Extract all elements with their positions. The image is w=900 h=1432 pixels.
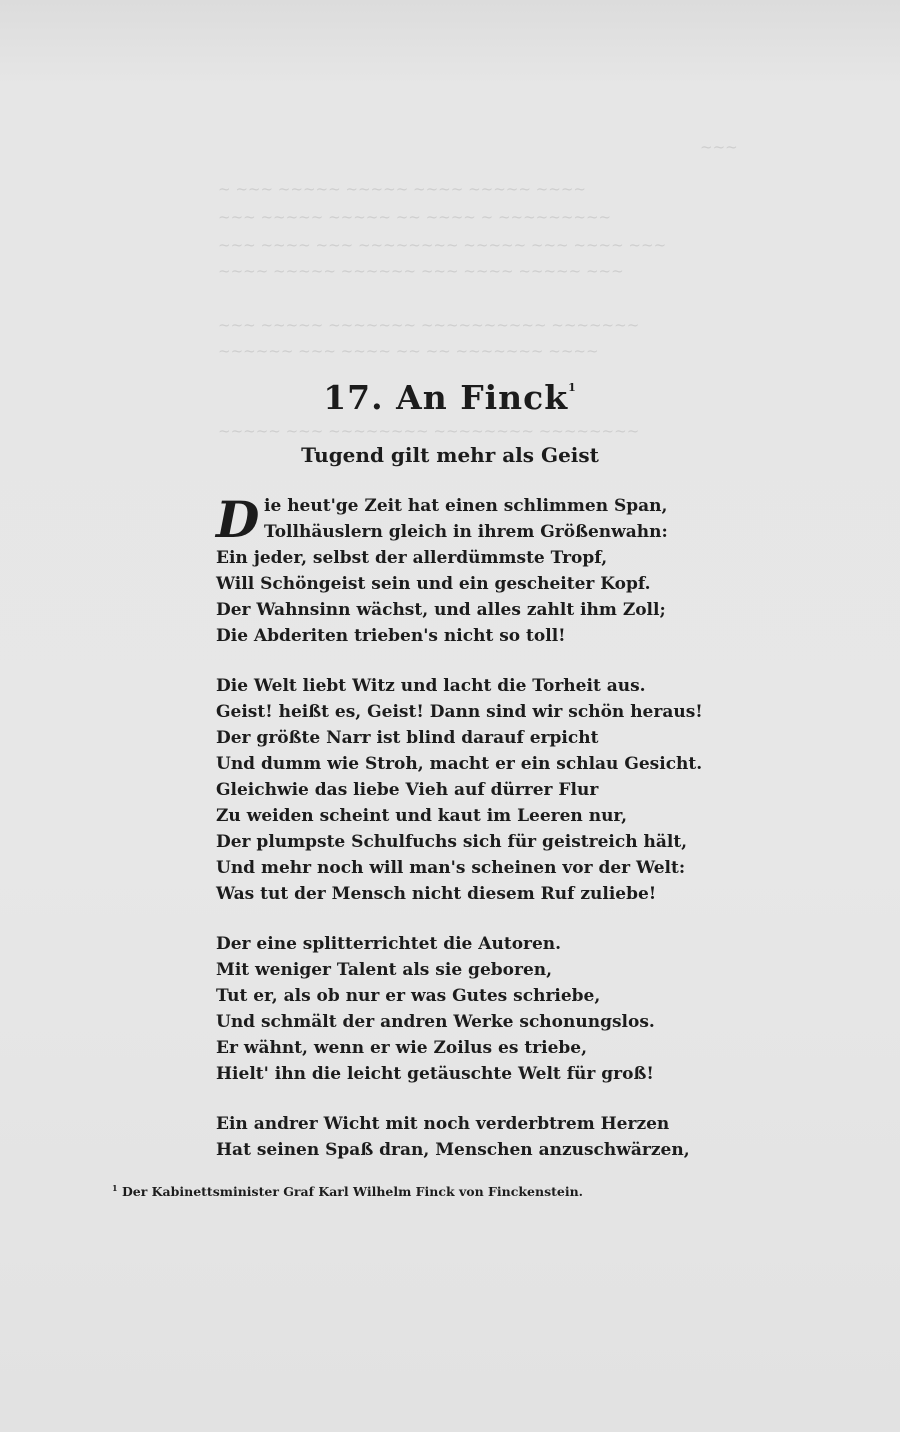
drop-cap: D (216, 490, 260, 549)
footnote-mark: 1 (112, 1183, 118, 1193)
poem-number: 17. (323, 378, 384, 417)
verse-line: Tollhäuslern gleich in ihrem Größenwahn: (264, 522, 668, 542)
verse-line: Der plumpste Schulfuchs sich für geistreich hält, (216, 832, 688, 852)
verse-line: Der größte Narr ist blind darauf erpicht (216, 728, 599, 748)
verse-line: Mit weniger Talent als sie geboren, (216, 960, 553, 980)
title-footnote-mark: 1 (568, 381, 577, 394)
verse-line: Ein andrer Wicht mit noch verderbtrem Herzen (216, 1114, 670, 1134)
verse-line: Gleichwie das liebe Vieh auf dürrer Flur (216, 780, 599, 800)
poem-subtitle: Tugend gilt mehr als Geist (301, 443, 599, 467)
stanza (216, 490, 668, 649)
stanza (216, 931, 655, 1087)
footnote-text: Der Kabinettsminister Graf Karl Wilhelm Finck von Finckenstein. (121, 1184, 584, 1199)
verse-line: Zu weiden scheint und kaut im Leeren nur, (216, 806, 628, 826)
verse-line: Der eine splitterrichtet die Autoren. (216, 934, 562, 954)
verse-line: Er wähnt, wenn er wie Zoilus es triebe, (216, 1038, 588, 1058)
verse-line: Der Wahnsinn wächst, und alles zahlt ihm Zoll; (216, 600, 666, 620)
verse-line: Und schmält der andren Werke schonungslos. (216, 1012, 655, 1032)
verse-line: Was tut der Mensch nicht diesem Ruf zuliebe! (216, 884, 657, 904)
verse-line: Und dumm wie Stroh, macht er ein schlau Gesicht. (216, 754, 703, 774)
verse-line: Die Abderiten trieben's nicht so toll! (216, 626, 566, 646)
verse-line: Ein jeder, selbst der allerdümmste Tropf, (216, 548, 608, 568)
verse-line: Die Welt liebt Witz und lacht die Torheit aus. (216, 676, 646, 696)
poem-body (216, 490, 703, 1163)
poem-title (0, 378, 900, 417)
poem-title-text: An Finck (396, 378, 569, 417)
verse-line: ie heut'ge Zeit hat einen schlimmen Span, (264, 496, 668, 516)
book-page: ~ ~~~ ~~~~~ ~~~~~ ~~~~ ~~~~~ ~~~~ ~~~ ~~~~~ ~~~~~ ~~ ~~~~ ~ ~~~~~~~~~ ~~~ ~~~~ ~~~ ~~~~~~~~ ~~~~~ ~~~ ~~~~ ~~~ ~~~~ ~~~~~ ~~~~~~ ~~~ ~~~~ ~~~~~ ~~~ ~~~ ~~~~~ ~~~~~~~ ~~~~~~~~~~ ~~~~~~~ ~~~~~~ ~~~ ~~~~ ~~ ~~ ~~~~~~~ ~~~~ ~~~~~ ~~~ ~~~~~~~~ ~~~~~~~~ ~~~~~~~~ ~~~ 17. An Finck$^1$ Tugend gilt mehr als Geist D ie heut'ge Zeit hat einen schlimmen Span, Tollhäuslern gleich in ihrem Größenwahn: Ein jeder, selbst der allerdümmste Tropf, Will Schöngeist sein und ein gescheiter Kopf. Der Wahnsinn wächst, und alles zahlt ihm Zoll; Die Abderiten trieben's nicht so toll! Die Welt liebt Witz und lacht die Torheit aus. Geist! heißt es, Geist! Dann sind wir schön heraus! Der größte Narr ist blind darauf erpicht Und dumm wie Stroh, macht er ein schlau Gesicht. Gleichwie das liebe Vieh auf dürrer Flur Zu weiden scheint und kaut im Leeren nur, Der plumpste Schulfuchs sich für geistreich hält, Und mehr noch will man's scheinen vor der Welt: Was tut der Mensch nicht diesem Ruf zuliebe! Der eine splitterrichtet die Autoren. Mit weniger Talent als sie geboren, Tut er, als ob nur er was Gutes schriebe, Und schmält der andren Werke schonungslos. Er wähnt, wenn er wie Zoilus es triebe, Hielt' ihn die leicht getäuschte Welt für groß! Ein andrer Wicht mit noch verderbtrem Herzen Hat seinen Spaß dran, Menschen anzuschwärzen, $^1$ Der Kabinettsminister Graf Karl Wilhelm Finck von Finckenstein. (0, 0, 900, 1432)
verse-line: Geist! heißt es, Geist! Dann sind wir schön heraus! (216, 702, 703, 722)
stanza (216, 673, 703, 907)
verse-line: Hielt' ihn die leicht getäuschte Welt für groß! (216, 1064, 654, 1084)
verse-line: Tut er, als ob nur er was Gutes schriebe, (216, 986, 601, 1006)
verse-line: Will Schöngeist sein und ein gescheiter Kopf. (216, 574, 651, 594)
verse-line: Und mehr noch will man's scheinen vor der Welt: (216, 858, 686, 878)
footnote (112, 1183, 583, 1199)
stanza (216, 1111, 690, 1163)
verse-line: Hat seinen Spaß dran, Menschen anzuschwärzen, (216, 1140, 690, 1160)
